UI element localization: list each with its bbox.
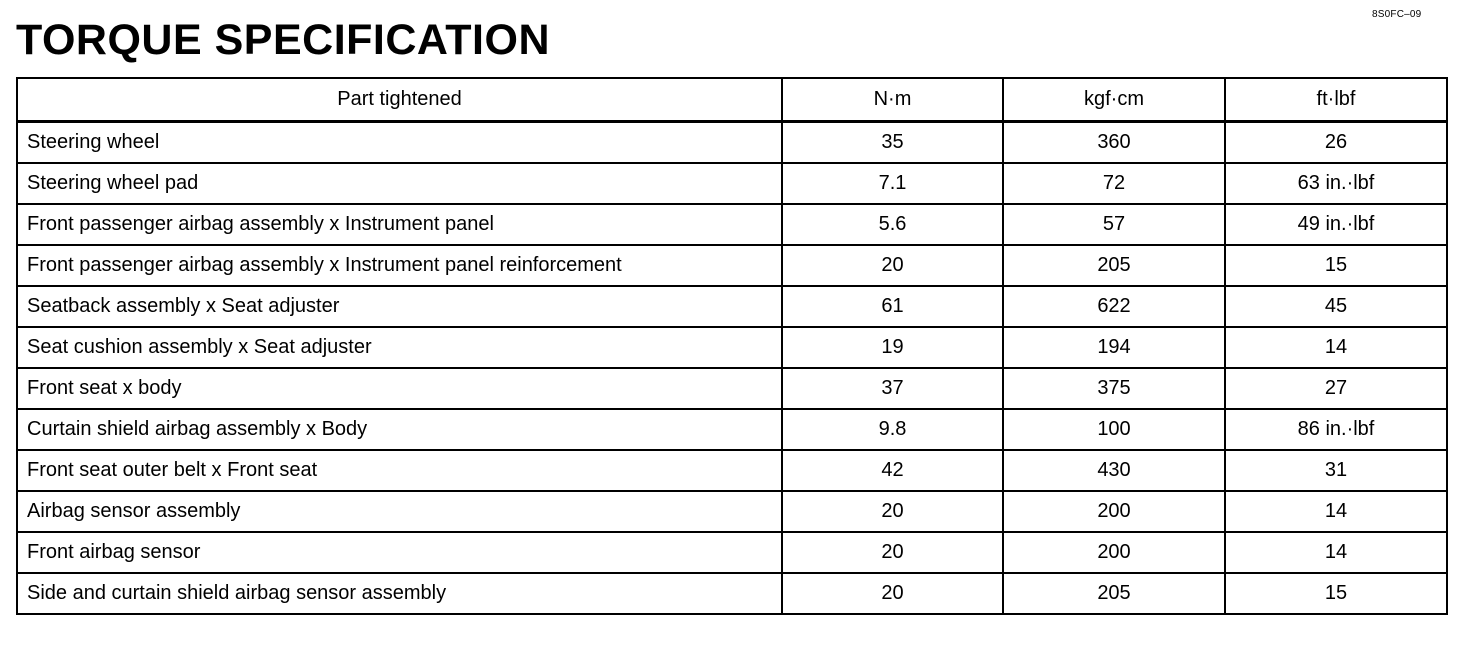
table-row bbox=[17, 327, 1447, 368]
cell-ft-lbf: 49 in.·lbf bbox=[1225, 204, 1447, 245]
table-row bbox=[17, 286, 1447, 327]
cell-nm: 61 bbox=[782, 286, 1003, 327]
page-title: TORQUE SPECIFICATION bbox=[16, 16, 550, 64]
cell-kgf-cm: 375 bbox=[1003, 368, 1225, 409]
cell-part: Front airbag sensor bbox=[17, 532, 782, 573]
cell-nm: 19 bbox=[782, 327, 1003, 368]
cell-part: Steering wheel pad bbox=[17, 163, 782, 204]
cell-nm: 37 bbox=[782, 368, 1003, 409]
cell-part: Front seat outer belt x Front seat bbox=[17, 450, 782, 491]
table-row bbox=[17, 491, 1447, 532]
cell-kgf-cm: 360 bbox=[1003, 122, 1225, 164]
cell-kgf-cm: 205 bbox=[1003, 245, 1225, 286]
cell-ft-lbf: 26 bbox=[1225, 122, 1447, 164]
cell-nm: 42 bbox=[782, 450, 1003, 491]
table-row bbox=[17, 573, 1447, 614]
table-row bbox=[17, 409, 1447, 450]
cell-ft-lbf: 14 bbox=[1225, 327, 1447, 368]
table-row bbox=[17, 122, 1447, 164]
cell-ft-lbf: 14 bbox=[1225, 532, 1447, 573]
cell-nm: 20 bbox=[782, 532, 1003, 573]
cell-kgf-cm: 57 bbox=[1003, 204, 1225, 245]
cell-part: Seat cushion assembly x Seat adjuster bbox=[17, 327, 782, 368]
header-nm: N·m bbox=[782, 78, 1003, 122]
header-part-tightened: Part tightened bbox=[17, 78, 782, 122]
cell-ft-lbf: 31 bbox=[1225, 450, 1447, 491]
header-kgf-cm: kgf·cm bbox=[1003, 78, 1225, 122]
cell-kgf-cm: 200 bbox=[1003, 532, 1225, 573]
table-header bbox=[17, 78, 1447, 122]
cell-kgf-cm: 430 bbox=[1003, 450, 1225, 491]
header-ft-lbf: ft·lbf bbox=[1225, 78, 1447, 122]
cell-ft-lbf: 15 bbox=[1225, 245, 1447, 286]
torque-spec-table bbox=[16, 77, 1448, 615]
table-row bbox=[17, 532, 1447, 573]
cell-ft-lbf: 45 bbox=[1225, 286, 1447, 327]
cell-ft-lbf: 63 in.·lbf bbox=[1225, 163, 1447, 204]
cell-ft-lbf: 27 bbox=[1225, 368, 1447, 409]
table-row bbox=[17, 368, 1447, 409]
cell-part: Steering wheel bbox=[17, 122, 782, 164]
cell-part: Front seat x body bbox=[17, 368, 782, 409]
cell-nm: 20 bbox=[782, 491, 1003, 532]
cell-ft-lbf: 14 bbox=[1225, 491, 1447, 532]
cell-kgf-cm: 622 bbox=[1003, 286, 1225, 327]
cell-ft-lbf: 86 in.·lbf bbox=[1225, 409, 1447, 450]
table-row bbox=[17, 163, 1447, 204]
cell-kgf-cm: 200 bbox=[1003, 491, 1225, 532]
header-row bbox=[17, 78, 1447, 122]
cell-kgf-cm: 72 bbox=[1003, 163, 1225, 204]
cell-nm: 5.6 bbox=[782, 204, 1003, 245]
cell-kgf-cm: 100 bbox=[1003, 409, 1225, 450]
cell-part: Seatback assembly x Seat adjuster bbox=[17, 286, 782, 327]
cell-nm: 9.8 bbox=[782, 409, 1003, 450]
cell-part: Airbag sensor assembly bbox=[17, 491, 782, 532]
table-body bbox=[17, 122, 1447, 615]
cell-nm: 20 bbox=[782, 245, 1003, 286]
cell-kgf-cm: 194 bbox=[1003, 327, 1225, 368]
cell-nm: 7.1 bbox=[782, 163, 1003, 204]
cell-nm: 20 bbox=[782, 573, 1003, 614]
cell-ft-lbf: 15 bbox=[1225, 573, 1447, 614]
cell-nm: 35 bbox=[782, 122, 1003, 164]
cell-part: Curtain shield airbag assembly x Body bbox=[17, 409, 782, 450]
cell-part: Side and curtain shield airbag sensor assembly bbox=[17, 573, 782, 614]
table-row bbox=[17, 204, 1447, 245]
cell-part: Front passenger airbag assembly x Instrument panel bbox=[17, 204, 782, 245]
cell-part: Front passenger airbag assembly x Instrument panel reinforcement bbox=[17, 245, 782, 286]
table-row bbox=[17, 450, 1447, 491]
cell-kgf-cm: 205 bbox=[1003, 573, 1225, 614]
document-ref-code: 8S0FC–09 bbox=[1372, 9, 1422, 20]
table-row bbox=[17, 245, 1447, 286]
